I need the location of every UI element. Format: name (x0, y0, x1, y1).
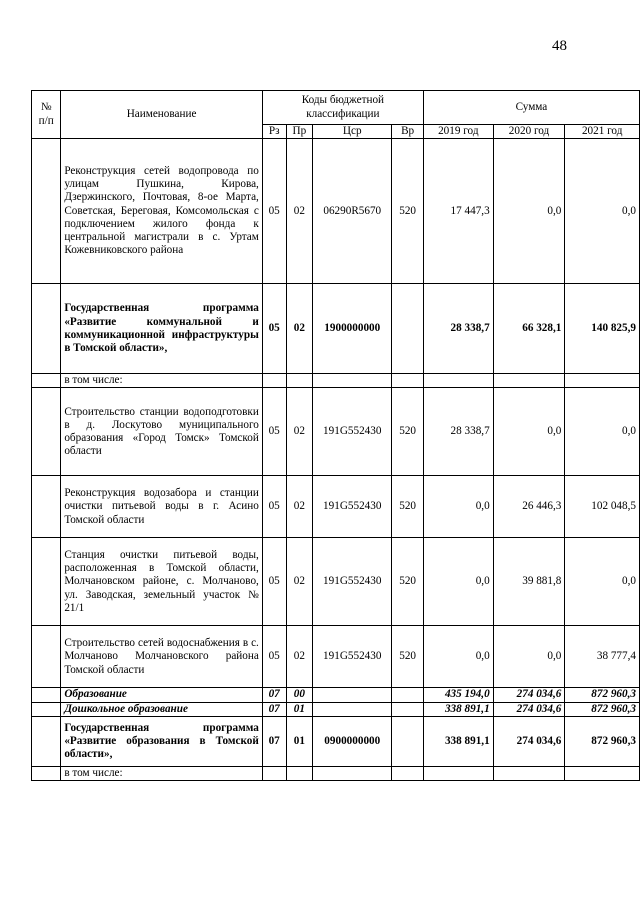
table-row (32, 716, 640, 766)
cell-y2021: 0,0 (565, 538, 640, 626)
cell-pr: 02 (286, 538, 313, 626)
cell-y2019: 0,0 (423, 538, 493, 626)
cell-rz: 05 (262, 476, 286, 538)
table-row (32, 284, 640, 374)
cell-rz: 05 (262, 139, 286, 284)
cell-name: в том числе: (61, 766, 263, 780)
header-codes: Коды бюджетной классификации (262, 91, 423, 125)
cell-name: Реконструкция водозабора и станции очистки питьевой воды в г. Асино Томской области (61, 476, 263, 538)
cell-y2020 (493, 766, 565, 780)
budget-table (31, 90, 640, 781)
cell-num (32, 538, 61, 626)
cell-num (32, 702, 61, 716)
cell-num (32, 139, 61, 284)
cell-vr (392, 688, 424, 702)
page-number: 48 (552, 38, 567, 54)
cell-name: Станция очистки питьевой воды, расположенная в Томской области, Молчановском районе, с. Молчаново, ул. Заводская, земельный участок № 21/1 (61, 538, 263, 626)
cell-y2020: 0,0 (493, 139, 565, 284)
cell-y2019: 338 891,1 (423, 702, 493, 716)
cell-rz: 07 (262, 688, 286, 702)
cell-pr (286, 374, 313, 388)
cell-csr: 191G552430 (313, 388, 392, 476)
cell-csr (313, 766, 392, 780)
cell-y2020: 274 034,6 (493, 688, 565, 702)
cell-pr: 00 (286, 688, 313, 702)
cell-pr: 02 (286, 284, 313, 374)
cell-y2019: 28 338,7 (423, 388, 493, 476)
cell-rz: 05 (262, 626, 286, 688)
cell-pr: 01 (286, 716, 313, 766)
cell-name: Дошкольное образование (61, 702, 263, 716)
cell-csr: 1900000000 (313, 284, 392, 374)
cell-vr (392, 702, 424, 716)
cell-rz: 05 (262, 538, 286, 626)
cell-csr: 191G552430 (313, 476, 392, 538)
header-pr: Пр (286, 125, 313, 139)
cell-vr: 520 (392, 538, 424, 626)
cell-y2019: 0,0 (423, 626, 493, 688)
cell-y2020: 0,0 (493, 388, 565, 476)
header-2019: 2019 год (423, 125, 493, 139)
cell-y2020: 66 328,1 (493, 284, 565, 374)
cell-pr (286, 766, 313, 780)
table-row (32, 388, 640, 476)
cell-y2019: 0,0 (423, 476, 493, 538)
cell-y2019: 338 891,1 (423, 716, 493, 766)
cell-y2020: 274 034,6 (493, 702, 565, 716)
cell-pr: 02 (286, 139, 313, 284)
header-rz: Рз (262, 125, 286, 139)
cell-rz (262, 766, 286, 780)
cell-y2021: 872 960,3 (565, 716, 640, 766)
cell-num (32, 626, 61, 688)
cell-y2020: 39 881,8 (493, 538, 565, 626)
cell-pr: 02 (286, 626, 313, 688)
header-2021: 2021 год (565, 125, 640, 139)
cell-y2019: 435 194,0 (423, 688, 493, 702)
cell-num (32, 766, 61, 780)
cell-vr: 520 (392, 388, 424, 476)
cell-name: Строительство станции водоподготовки в д. Лоскутово муниципального образования «Город Томск» Томской области (61, 388, 263, 476)
cell-y2021: 872 960,3 (565, 702, 640, 716)
cell-y2021: 38 777,4 (565, 626, 640, 688)
cell-rz (262, 374, 286, 388)
cell-vr (392, 284, 424, 374)
cell-vr (392, 374, 424, 388)
cell-y2021: 0,0 (565, 388, 640, 476)
cell-y2019: 28 338,7 (423, 284, 493, 374)
cell-rz: 05 (262, 388, 286, 476)
cell-name: Государственная программа «Развитие коммунальной и коммуникационной инфраструктуры в Томской области», (61, 284, 263, 374)
table-row (32, 626, 640, 688)
cell-name: Реконструкция сетей водопровода по улицам Пушкина, Кирова, Дзержинского, Почтовая, 8-ое Марта, Советская, Береговая, Комсомольская с подключением жилого фонда к центральной магистрали в с. Уртам Кожевниковского района (61, 139, 263, 284)
cell-csr: 0900000000 (313, 716, 392, 766)
table-row (32, 688, 640, 702)
cell-rz: 07 (262, 716, 286, 766)
cell-y2021: 140 825,9 (565, 284, 640, 374)
cell-vr (392, 716, 424, 766)
cell-csr: 191G552430 (313, 626, 392, 688)
cell-y2021: 102 048,5 (565, 476, 640, 538)
cell-name: Государственная программа «Развитие образования в Томской области», (61, 716, 263, 766)
table-row (32, 538, 640, 626)
cell-y2020: 0,0 (493, 626, 565, 688)
cell-pr: 02 (286, 388, 313, 476)
cell-name: Строительство сетей водоснабжения в с. Молчаново Молчановского района Томской области (61, 626, 263, 688)
cell-csr: 191G552430 (313, 538, 392, 626)
cell-csr (313, 702, 392, 716)
cell-csr (313, 688, 392, 702)
cell-pr: 02 (286, 476, 313, 538)
header-name: Наименование (61, 91, 263, 139)
cell-num (32, 388, 61, 476)
header-sum: Сумма (423, 91, 639, 125)
cell-y2021: 0,0 (565, 139, 640, 284)
cell-name: Образование (61, 688, 263, 702)
cell-y2019 (423, 374, 493, 388)
cell-y2021 (565, 374, 640, 388)
cell-vr: 520 (392, 139, 424, 284)
cell-csr (313, 374, 392, 388)
header-2020: 2020 год (493, 125, 565, 139)
cell-num (32, 374, 61, 388)
cell-num (32, 476, 61, 538)
cell-pr: 01 (286, 702, 313, 716)
cell-vr: 520 (392, 476, 424, 538)
cell-y2021: 872 960,3 (565, 688, 640, 702)
table-row (32, 476, 640, 538)
cell-y2019 (423, 766, 493, 780)
header-csr: Цср (313, 125, 392, 139)
header-vr: Вр (392, 125, 424, 139)
cell-num (32, 688, 61, 702)
cell-y2020: 26 446,3 (493, 476, 565, 538)
table-row (32, 766, 640, 780)
header-num: № п/п (32, 91, 61, 139)
cell-y2019: 17 447,3 (423, 139, 493, 284)
table-row (32, 139, 640, 284)
cell-csr: 06290R5670 (313, 139, 392, 284)
cell-y2020: 274 034,6 (493, 716, 565, 766)
cell-rz: 07 (262, 702, 286, 716)
cell-rz: 05 (262, 284, 286, 374)
cell-vr (392, 766, 424, 780)
table-body (32, 139, 640, 781)
table-row (32, 702, 640, 716)
cell-y2021 (565, 766, 640, 780)
cell-y2020 (493, 374, 565, 388)
cell-num (32, 716, 61, 766)
cell-num (32, 284, 61, 374)
cell-name: в том числе: (61, 374, 263, 388)
table-row (32, 374, 640, 388)
cell-vr: 520 (392, 626, 424, 688)
